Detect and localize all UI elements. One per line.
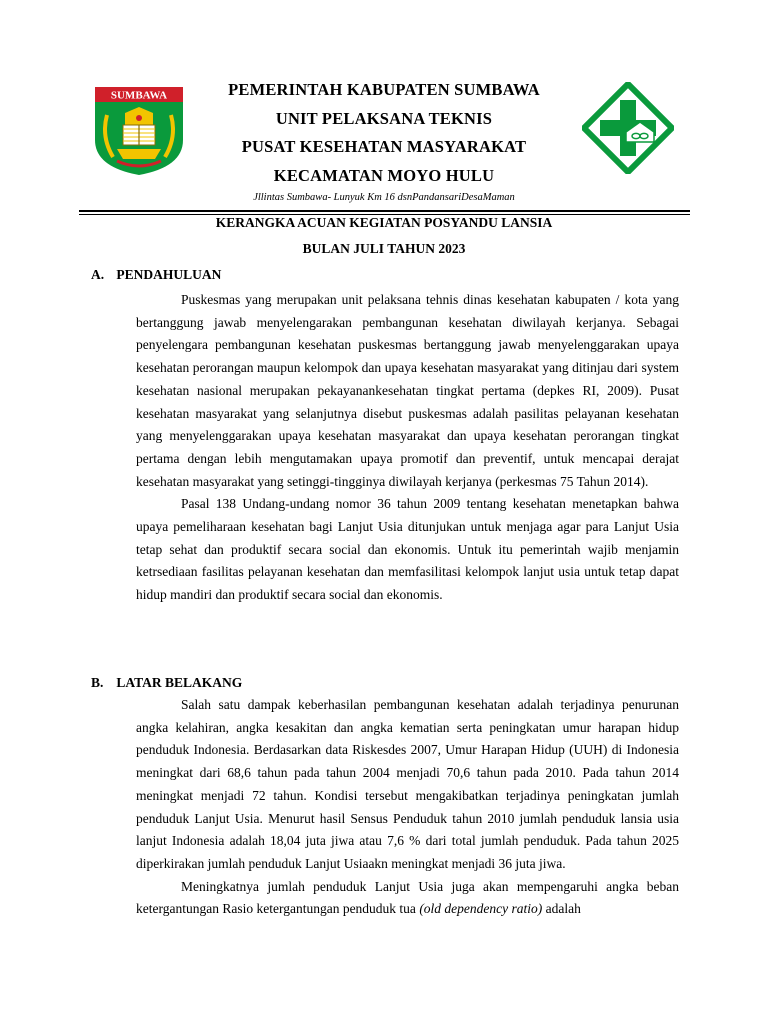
italic-term: (old dependency ratio) xyxy=(419,901,543,917)
letterhead-line-2: UNIT PELAKSANA TEKNIS xyxy=(275,108,493,128)
paragraph: Pasal 138 Undang-undang nomor 36 tahun 2009 tentang kesehatan menetapkan bahwa upaya pemeliharaan kesehatan bagi Lanjut Usia ditunjukan untuk menjaga agar para Lanjut Usia tetap sehat dan produktif secara social dan ekonomis. Untuk itu pemerintah wajib menjamin ketrsediaan fasilitas pelayanan kesehatan dan memfasilitasi kelompok lanjut usia untuk tetap dapat hidup mandiri dan produktif secara social dan ekonomis. xyxy=(136,496,679,603)
emblem-text: SUMBAWA xyxy=(110,89,168,102)
letterhead-address: Jllintas Sumbawa- Lunyuk Km 16 dsnPandansariDesaMaman xyxy=(253,192,515,203)
section-title: PENDAHULUAN xyxy=(116,267,222,282)
section-heading-a xyxy=(91,266,221,284)
document-subtitle: BULAN JULI TAHUN 2023 xyxy=(302,241,466,256)
section-title: LATAR BELAKANG xyxy=(116,675,243,690)
section-heading-b xyxy=(91,674,242,692)
letterhead-line-1: PEMERINTAH KABUPATEN SUMBAWA xyxy=(228,80,540,99)
letterhead-rule-thick xyxy=(79,210,690,212)
paragraph-text: adalah xyxy=(542,901,581,917)
paragraph: Puskesmas yang merupakan unit pelaksana tehnis dinas kesehatan kabupaten / kota yang bertanggung jawab menyelengarakan pembangunan kesehatan diwilayah kerjanya. Sebagai penyelengara pembangunan kesehatan puskesmas bertanggung jawab menyelenggarakan upaya kesehatan perorangan maupun kelompok dan upaya kesehatan masyarakat yang ditinjau dari system kesehatan nasional merupakan pekayanankesehatan tingkat pertama (depkes RI, 2009). Pusat kesehatan masyarakat yang selanjutnya disebut puskesmas adalah pasilitas pelayanan kesehatan yang menyelenggarakan upaya kesehatan masyarakat dan upaya kesehatan perorangan tingkat pertama dengan lebih mengutamakan upaya promotif dan preventif, untuk mencapai derajat kesehatan masyarakat yang setinggi-tingginya diwilayah kerjanya (perkesmas 75 Tahun 2014). xyxy=(136,292,679,489)
paragraph xyxy=(136,876,679,921)
section-b-body xyxy=(136,694,679,921)
section-number: B. xyxy=(91,675,104,690)
section-a-body xyxy=(136,289,679,607)
letterhead-line-3: PUSAT KESEHATAN MASYARAKAT xyxy=(241,137,527,156)
letterhead-line-4: KECAMATAN MOYO HULU xyxy=(273,165,495,185)
paragraph-text: Meningkatnya jumlah penduduk Lanjut Usia juga akan mempengaruhi angka beban ketergantungan Rasio ketergantungan penduduk tua xyxy=(136,878,679,917)
section-number: A. xyxy=(91,267,105,282)
puskesmas-green-cross-logo-icon xyxy=(582,82,674,174)
paragraph: Salah satu dampak keberhasilan pembangunan kesehatan adalah terjadinya penurunan angka kelahiran, angka kesakitan dan angka kematian serta peningkatan umur harapan hidup penduduk Indonesia. Berdasarkan data Riskesdes 2007, Umur Harapan Hidup (UUH) di Indonesia meningkat dari 68,6 tahun pada tahun 2004 menjadi 70,6 tahun pada 2010. Pada tahun 2014 meningkat menjadi 72 tahun. Kondisi tersebut mengakibatkan terjadinya peningkatan jumlah penduduk Lanjut Usia. Menurut hasil Sensus Penduduk tahun 2010 jumlah penduduk lansia usia lanjut Indonesia adalah 18,04 juta jiwa atau 7,6 % dari total jumlah penduduk. Pada tahun 2025 diperkirakan jumlah penduduk Lanjut Usiaakn meningkat menjadi 36 juta jiwa. xyxy=(136,697,679,871)
document-title: KERANGKA ACUAN KEGIATAN POSYANDU LANSIA xyxy=(215,215,553,230)
letterhead xyxy=(140,76,628,190)
